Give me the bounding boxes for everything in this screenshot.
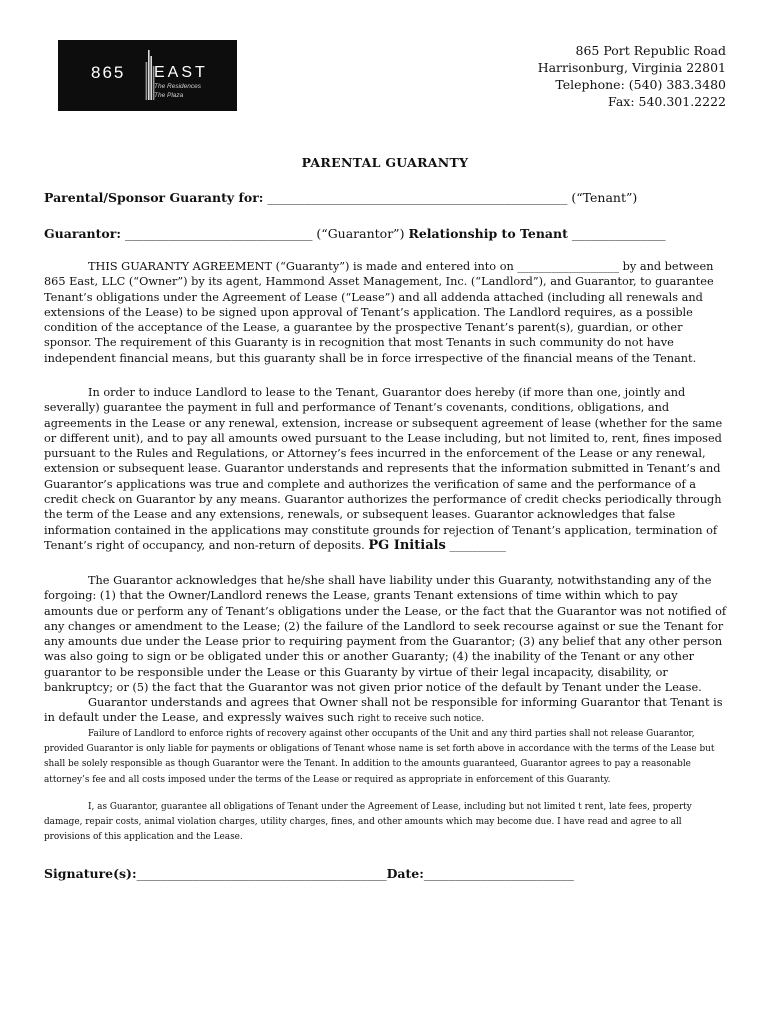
relationship-field[interactable]: _______________ bbox=[571, 226, 666, 241]
guarantor-name-field[interactable]: ______________________________ bbox=[124, 226, 313, 241]
logo-subline-residences: The Residences bbox=[154, 83, 201, 90]
paragraph-agreement: THIS GUARANTY AGREEMENT (“Guaranty”) is made and entered into on __________________ by and between 865 East, LLC (“Owner”) by its agent, Hammond Asset Management, Inc. (“Landlord”), and Guarantor, to guarantee Tenant’s obligations under the Agreement of Lease (“Lease”) and all addenda attached (including all renewals and extensions of the Lease) to be signed upon approval of Tenant’s application. The Landlord requires, as a possible condition of the acceptance of the Lease, a guarantee by the prospective Tenant’s parent(s), guardian, or other sponsor. The requirement of this Guaranty is in recognition that most Tenants in such community do not have independent financial means, but this guaranty shall be in force irrespective of the financial means of the Tenant. bbox=[44, 260, 714, 365]
logo-subline-plaza: The Plaza bbox=[154, 92, 184, 99]
notice-tail: right to receive such notice. bbox=[357, 714, 485, 725]
guaranty-for-label: Parental/Sponsor Guaranty for: bbox=[44, 190, 264, 205]
address-fax: Fax: 540.301.2222 bbox=[608, 94, 726, 109]
paragraph-notice bbox=[44, 695, 727, 728]
pg-initials-label: PG Initials bbox=[368, 537, 446, 553]
signature-line bbox=[44, 866, 574, 881]
logo-name: EAST bbox=[154, 64, 208, 81]
logo-number: 865 bbox=[91, 63, 126, 82]
guarantor-line bbox=[44, 226, 666, 241]
date-label: Date: bbox=[386, 866, 424, 881]
address-street: 865 Port Republic Road bbox=[575, 43, 726, 58]
paragraph-recovery: Failure of Landlord to enforce rights of recovery against other occupants of the Unit and any third parties shall not release Guarantor, provided Guarantor is only liable for payments or obligations of Tenant whose name is set forth above in accordance with the terms of the Lease but shall be solely responsible as though Guarantor were the Tenant. In addition to the amounts guaranteed, Guarantor agrees to pay a reasonable attorney’s fee and all costs imposed under the terms of the Lease or required as appropriate in enforcement of this Guaranty. bbox=[44, 729, 715, 785]
letterhead-address bbox=[538, 42, 726, 110]
paragraph-liability: The Guarantor acknowledges that he/she shall have liability under this Guaranty, notwithstanding any of the forgoing: (1) that the Owner/Landlord renews the Lease, grants Tenant extensions of time within which to pay amounts due or perform any of Tenant’s obligations under the Lease, or the fact that the Guarantor was not notified of any changes or amendment to the Lease; (2) the failure of the Landlord to seek recourse against or sue the Tenant for any amounts due under the Lease prior to requiring payment from the Guarantor; (3) any belief that any other person was also going to sign or be obligated under this or another Guaranty; (4) the inability of the Tenant or any other guarantor to be responsible under the Lease or this Guaranty by virtue of their legal incapacity, disability, or bankruptcy; or (5) the fact that the Guarantor was not given prior notice of the default by Tenant under the Lease. bbox=[44, 574, 727, 695]
tenant-name-field[interactable]: ________________________________________________ bbox=[267, 190, 568, 205]
date-field[interactable]: ________________________ bbox=[423, 866, 574, 881]
signature-label: Signature(s): bbox=[44, 866, 137, 881]
tenant-suffix: (“Tenant”) bbox=[571, 190, 638, 205]
guaranty-for-line bbox=[44, 190, 637, 205]
company-logo bbox=[58, 40, 237, 111]
document-title: PARENTAL GUARANTY bbox=[301, 155, 469, 170]
relationship-label: Relationship to Tenant bbox=[408, 226, 568, 241]
notice-text: Guarantor understands and agrees that Owner shall not be responsible for informing Guarantor that Tenant is in default under the Lease, and expressly waives such bbox=[44, 696, 723, 725]
address-telephone: Telephone: (540) 383.3480 bbox=[555, 77, 726, 92]
address-city: Harrisonburg, Virginia 22801 bbox=[537, 60, 726, 75]
guarantor-label: Guarantor: bbox=[44, 226, 121, 241]
guarantor-suffix: (“Guarantor”) bbox=[316, 226, 405, 241]
paragraph-obligations: I, as Guarantor, guarantee all obligations of Tenant under the Agreement of Lease, including but not limited t rent, late fees, property damage, repair costs, animal violation charges, utility charges, fines, and other amounts which may become due. I have read and agree to all provisions of this application and the Lease. bbox=[44, 802, 692, 843]
signature-field[interactable]: ________________________________________ bbox=[136, 866, 387, 881]
inducement-text: In order to induce Landlord to lease to the Tenant, Guarantor does hereby (if more than one, jointly and severally) guarantee the payment in full and performance of Tenant’s covenants, conditions, obligations, and agreements in the Lease or any renewal, extension, increase or subsequent agreement of lease (whether for the same or different unit), and to pay all amounts owed pursuant to the Lease including, but not limited to, rent, fines imposed pursuant to the Rules and Regulations, or Attorney’s fees incurred in the enforcement of the Lease or any renewal, extension or subsequent lease. Guarantor understands and represents that the information submitted in Tenant’s and Guarantor’s applications was true and complete and authorizes the verification of same and the performance of a credit check on Guarantor by any means. Guarantor authorizes the performance of credit checks periodically through the term of the Lease and any extensions, renewals, or subsequent leases. Guarantor acknowledges that false information contained in the applications may constitute grounds for rejection of Tenant’s application, termination of Tenant’s right of occupancy, and non-return of deposits. bbox=[44, 386, 723, 552]
pg-initials-field[interactable]: __________ bbox=[449, 538, 506, 552]
paragraph-inducement bbox=[44, 385, 727, 553]
